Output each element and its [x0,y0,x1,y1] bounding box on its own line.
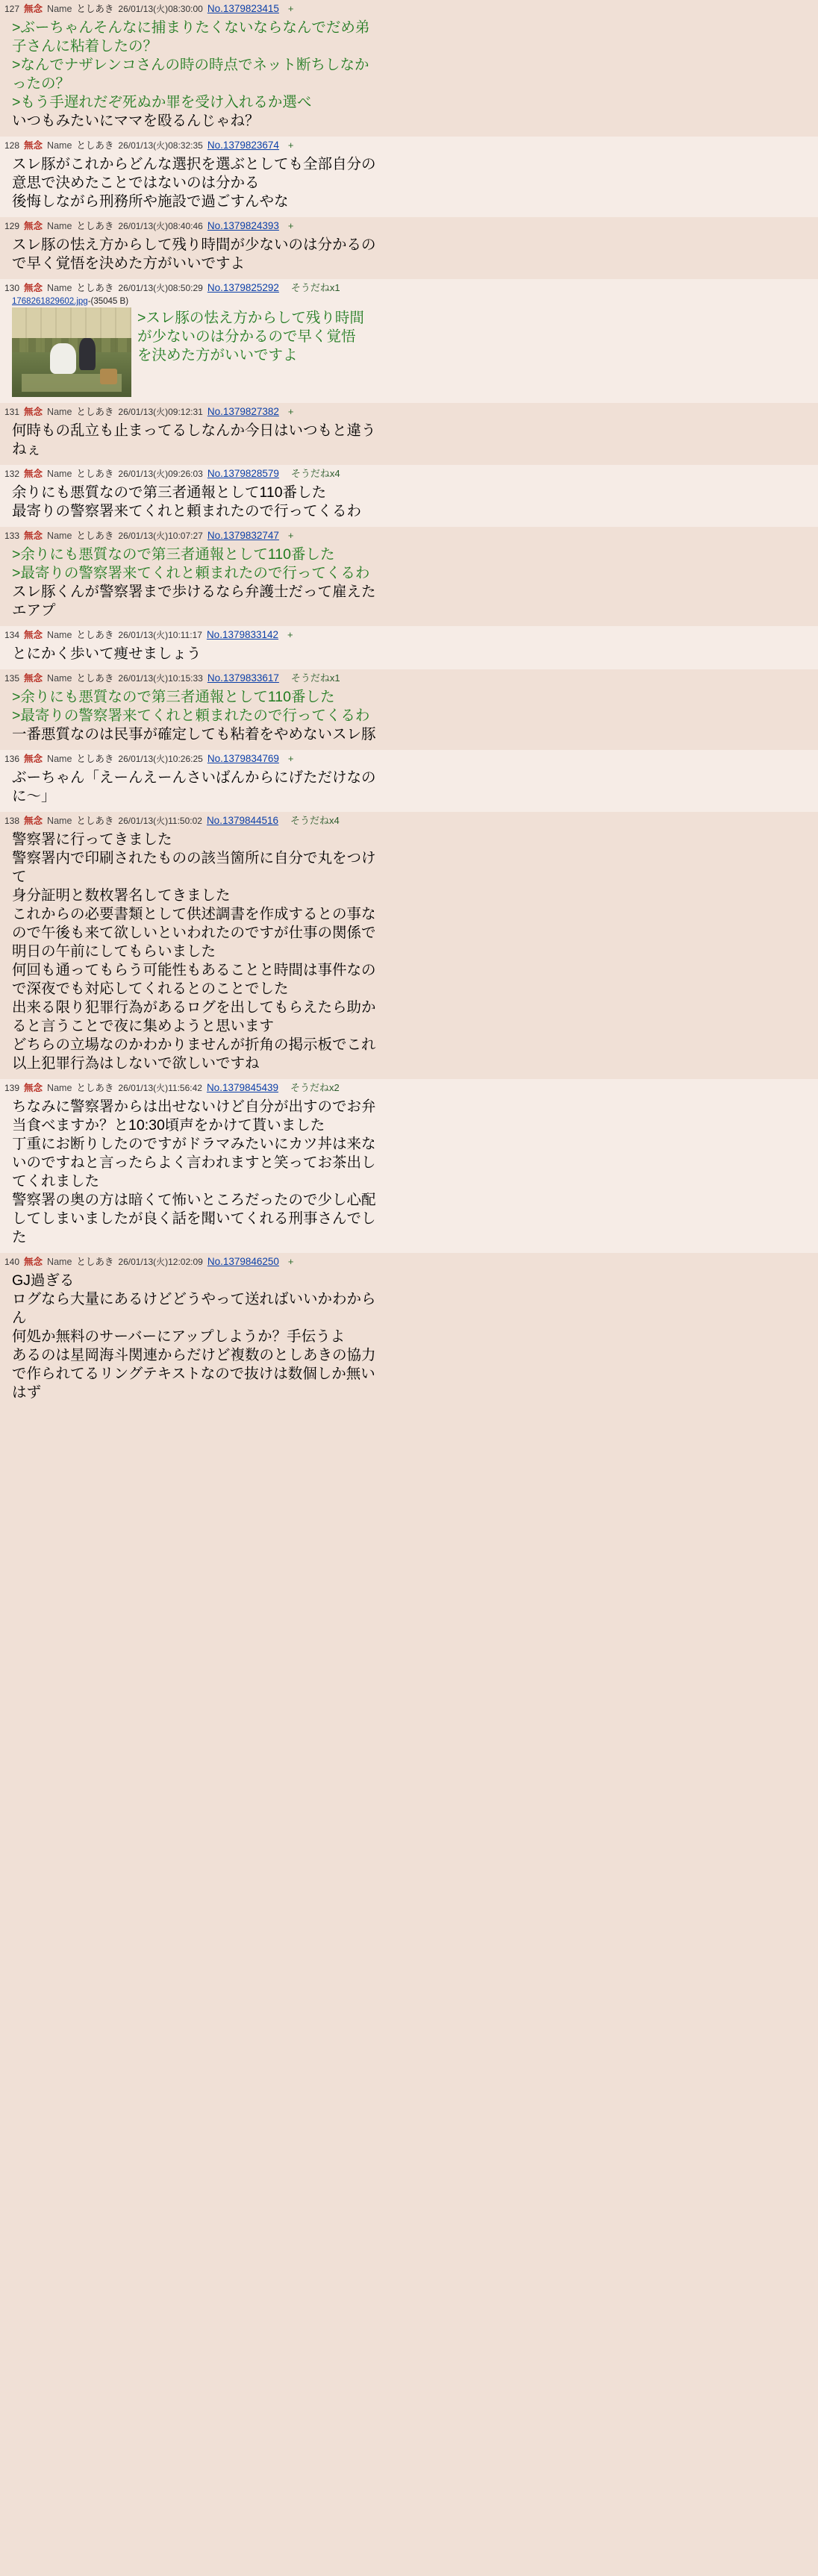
name-label: Name [47,1257,72,1267]
poster-name: としあき [76,1083,114,1093]
post [0,403,818,465]
text-line: ぶーちゃん「えーんえーんさいばんからにげただけなの [12,769,376,786]
expand-button[interactable]: + [287,530,294,541]
post-timestamp: 26/01/13(火)12:02:09 [118,1257,203,1267]
text-line: ちなみに警察署からは出せないけど自分が出すのでお弁 [12,1098,376,1115]
quote-line: >余りにも悪質なので第三者通報として110番した [12,546,335,563]
post-number: 140 [4,1257,20,1267]
post-body [4,420,814,459]
post [0,137,818,217]
post-id-link[interactable]: No.1379833617 [207,672,279,684]
post-header [4,2,814,17]
post-body [4,234,814,273]
quote-line: >なんでナザレンコさんの時の時点でネット断ちしなか [12,57,369,73]
post [0,750,818,812]
post [0,0,818,137]
expand-button[interactable]: + [287,753,294,764]
file-name-link[interactable]: 1768261829602.jpg [12,297,88,306]
expand-button[interactable]: + [287,220,294,231]
post-number: 136 [4,754,20,764]
post-subject: 無念 [24,1257,43,1267]
text-line: 意思で決めたことではないのは分かる [12,175,260,191]
post-header [4,752,814,767]
text-line: スレ豚がこれからどんな選択を選ぶとしても全部自分の [12,156,376,172]
text-line: に〜」 [12,788,56,804]
post-header [4,467,814,482]
post-number: 131 [4,407,20,417]
text-line: 警察署に行ってきました [12,831,172,848]
text-line: 身分証明と数枚署名してきました [12,887,231,904]
poster-name: としあき [76,816,114,826]
text-line: 明日の午前にしてもらいました [12,943,216,960]
text-line: スレ豚の怯え方からして残り時間が少ないのは分かるの [12,237,376,253]
post [0,217,818,279]
post [0,279,818,403]
post-timestamp: 26/01/13(火)11:50:02 [118,816,202,826]
name-label: Name [47,816,72,826]
post-id-link[interactable]: No.1379846250 [207,1256,279,1267]
poster-name: としあき [76,531,114,541]
post-body [4,643,814,663]
file-size: -(35045 B) [87,297,129,306]
text-line: GJ過ぎる [12,1272,75,1289]
sodane-counter[interactable]: そうだねx2 [290,1082,340,1093]
post-id-link[interactable]: No.1379824393 [207,220,279,231]
poster-name: としあき [76,1257,114,1267]
text-line: で作られてるリングテキストなので抜けは数個しか無い [12,1366,375,1382]
quote-line: ったの？ [12,75,71,92]
text-line: 何回も通ってもらう可能性もあることと時間は事件なの [12,962,376,978]
text-line: いのですねと言ったらよく言われますと笑ってお茶出し [12,1154,376,1171]
post-number: 139 [4,1083,20,1093]
text-line: してしまいましたが良く話を聞いてくれる刑事さんでし [12,1210,376,1227]
text-line: どちらの立場なのかわかりませんが折角の掲示板でこれ [12,1037,376,1053]
text-line: て [12,869,27,885]
post-timestamp: 26/01/13(火)10:07:27 [118,531,203,541]
post-header [4,628,814,643]
name-label: Name [47,754,72,764]
text-line: 余りにも悪質なので第三者通報として110番した [12,484,327,501]
post-number: 133 [4,531,20,541]
post-number: 127 [4,4,20,14]
text-line: 当食べますか？と10:30頃声をかけて貰いました [12,1117,325,1134]
post-body [4,154,814,211]
post-body [4,1270,814,1402]
poster-name: としあき [76,221,114,231]
poster-name: としあき [76,407,114,417]
text-line: 何処か無料のサーバーにアップしようか？手伝うよ [12,1328,346,1345]
text-line: 以上犯罪行為はしないで欲しいですね [12,1055,260,1072]
post-header [4,281,814,296]
post-id-link[interactable]: No.1379827382 [207,406,279,417]
text-line: いつもみたいにママを殴るんじゃね？ [12,113,260,129]
post-number: 134 [4,630,20,640]
expand-button[interactable]: + [287,3,294,14]
poster-name: としあき [76,4,114,14]
text-line: エアプ [12,602,56,619]
text-line: ると言うことで夜に集めようと思います [12,1018,275,1034]
text-line: あるのは星岡海斗関連からだけど複数のとしあきの協力 [12,1347,376,1363]
poster-name: としあき [76,140,114,151]
post-timestamp: 26/01/13(火)09:12:31 [118,407,203,417]
sodane-counter[interactable]: そうだねx1 [290,672,340,684]
post-header [4,405,814,420]
poster-name: としあき [76,754,114,764]
name-label: Name [47,283,72,293]
post-timestamp: 26/01/13(火)08:40:46 [118,221,203,231]
name-label: Name [47,407,72,417]
post [0,465,818,527]
name-label: Name [47,469,72,479]
post-body [4,829,814,1073]
post-body [4,544,814,620]
post [0,527,818,626]
expand-button[interactable]: + [287,1256,294,1267]
post-timestamp: 26/01/13(火)08:30:00 [118,4,203,14]
expand-button[interactable]: + [287,629,293,640]
post-subject: 無念 [24,283,43,293]
post-subject: 無念 [24,469,43,479]
post-body [4,687,814,744]
text-line: てくれました [12,1173,100,1189]
post-image-thumbnail[interactable] [12,307,131,397]
post-id-link[interactable]: No.1379834769 [207,753,279,764]
post-timestamp: 26/01/13(火)08:32:35 [118,140,203,151]
text-line: で早く覚悟を決めた方がいいですよ [12,255,246,272]
poster-name: としあき [76,469,114,479]
post [0,669,818,750]
post-id-link[interactable]: No.1379845439 [206,1082,279,1093]
post-subject: 無念 [24,754,43,764]
post-image-row [4,307,814,397]
quote-line: 子さんに粘着したの？ [12,38,158,54]
post-id-link[interactable]: No.1379828579 [207,468,279,479]
post-subject: 無念 [24,673,43,684]
post-number: 132 [4,469,20,479]
post-timestamp: 26/01/13(火)10:11:17 [118,630,202,640]
text-line: 警察署内で印刷されたものの該当箇所に自分で丸をつけ [12,850,376,866]
post-header [4,672,814,687]
text-line: 一番悪質なのは民事が確定しても粘着をやめないスレ豚 [12,726,376,743]
text-line: ねぇ [12,441,42,457]
post-number: 130 [4,283,20,293]
text-line: 丁重にお断りしたのですがドラマみたいにカツ丼は来な [12,1136,376,1152]
post-subject: 無念 [24,140,43,151]
post-timestamp: 26/01/13(火)10:15:33 [118,673,203,684]
post [0,1079,818,1253]
post-id-link[interactable]: No.1379823674 [207,140,279,151]
name-label: Name [47,673,72,684]
post-timestamp: 26/01/13(火)09:26:03 [118,469,203,479]
post-subject: 無念 [24,816,43,826]
sodane-counter[interactable]: そうだねx1 [290,282,340,293]
text-line: 出来る限り犯罪行為があるログを出してもらえたら助か [12,999,376,1016]
post-id-link[interactable]: No.1379823415 [207,3,279,14]
quote-line: >もう手遅れだぞ死ぬか罪を受け入れるか選べ [12,94,312,110]
text-line: これからの必要書類として供述調書を作成するとの事な [12,906,376,922]
name-label: Name [47,630,72,640]
post-timestamp: 26/01/13(火)11:56:42 [118,1083,202,1093]
post-body [4,482,814,521]
post-id-link[interactable]: No.1379844516 [206,815,279,826]
quote-line: を決めた方がいいですよ [137,347,298,363]
text-line: ログなら大量にあるけどどうやって送ればいいかわから [12,1291,376,1307]
post-subject: 無念 [24,531,43,541]
post-timestamp: 26/01/13(火)10:26:25 [118,754,203,764]
post [0,1253,818,1408]
text-line: スレ豚くんが警察署まで歩けるなら弁護士だって雇えた [12,584,376,600]
post-subject: 無念 [24,221,43,231]
post-header [4,529,814,544]
text-line: はず [12,1384,42,1401]
sodane-counter[interactable]: そうだねx4 [290,468,340,479]
sodane-counter[interactable]: そうだねx4 [290,815,340,826]
post-number: 138 [4,816,20,826]
text-line: ので午後も来て欲しいといわれたのですが仕事の関係で [12,925,376,941]
quote-line: >余りにも悪質なので第三者通報として110番した [12,689,335,705]
poster-name: としあき [76,283,114,293]
post-number: 128 [4,140,20,151]
name-label: Name [47,140,72,151]
text-line: ん [12,1310,27,1326]
post-id-link[interactable]: No.1379825292 [207,282,279,293]
quote-line: が少ないのは分かるので早く覚悟 [137,328,356,345]
post-body [4,1096,814,1247]
text-line: で深夜でも対応してくれるとのことでした [12,981,289,997]
post [0,626,818,669]
post-header [4,814,814,829]
post-subject: 無念 [24,407,43,417]
text-line: た [12,1229,27,1245]
quote-line: >最寄りの警察署来てくれと頼まれたので行ってくるわ [12,707,370,724]
text-line: とにかく歩いて痩せましょう [12,645,202,662]
text-line: 警察署の奥の方は暗くて怖いところだったので少し心配 [12,1192,376,1208]
post-body [137,307,364,365]
post-number: 135 [4,673,20,684]
post-timestamp: 26/01/13(火)08:50:29 [118,283,203,293]
post-subject: 無念 [24,4,43,14]
post-header [4,1081,814,1096]
poster-name: としあき [76,673,114,684]
name-label: Name [47,4,72,14]
quote-line: >スレ豚の怯え方からして残り時間 [137,310,364,326]
post-body [4,767,814,806]
post-header [4,139,814,154]
post-id-link[interactable]: No.1379833142 [206,629,279,640]
name-label: Name [47,221,72,231]
quote-line: >最寄りの警察署来てくれと頼まれたので行ってくるわ [12,565,370,581]
text-line: 後悔しながら刑務所や施設で過ごすんやな [12,193,289,210]
text-line: 何時もの乱立も止まってるしなんか今日はいつもと違う [12,422,376,439]
name-label: Name [47,1083,72,1093]
post-header [4,219,814,234]
post [0,812,818,1079]
post-body [4,17,814,131]
quote-line: >ぶーちゃんそんなに捕まりたくないならなんでだめ弟 [12,19,370,36]
post-subject: 無念 [24,630,43,640]
name-label: Name [47,531,72,541]
expand-button[interactable]: + [287,406,294,417]
expand-button[interactable]: + [287,140,294,151]
poster-name: としあき [76,630,114,640]
post-header [4,1255,814,1270]
post-number: 129 [4,221,20,231]
post-subject: 無念 [24,1083,43,1093]
file-meta [4,296,814,307]
post-id-link[interactable]: No.1379832747 [207,530,279,541]
text-line: 最寄りの警察署来てくれと頼まれたので行ってくるわ [12,503,362,519]
